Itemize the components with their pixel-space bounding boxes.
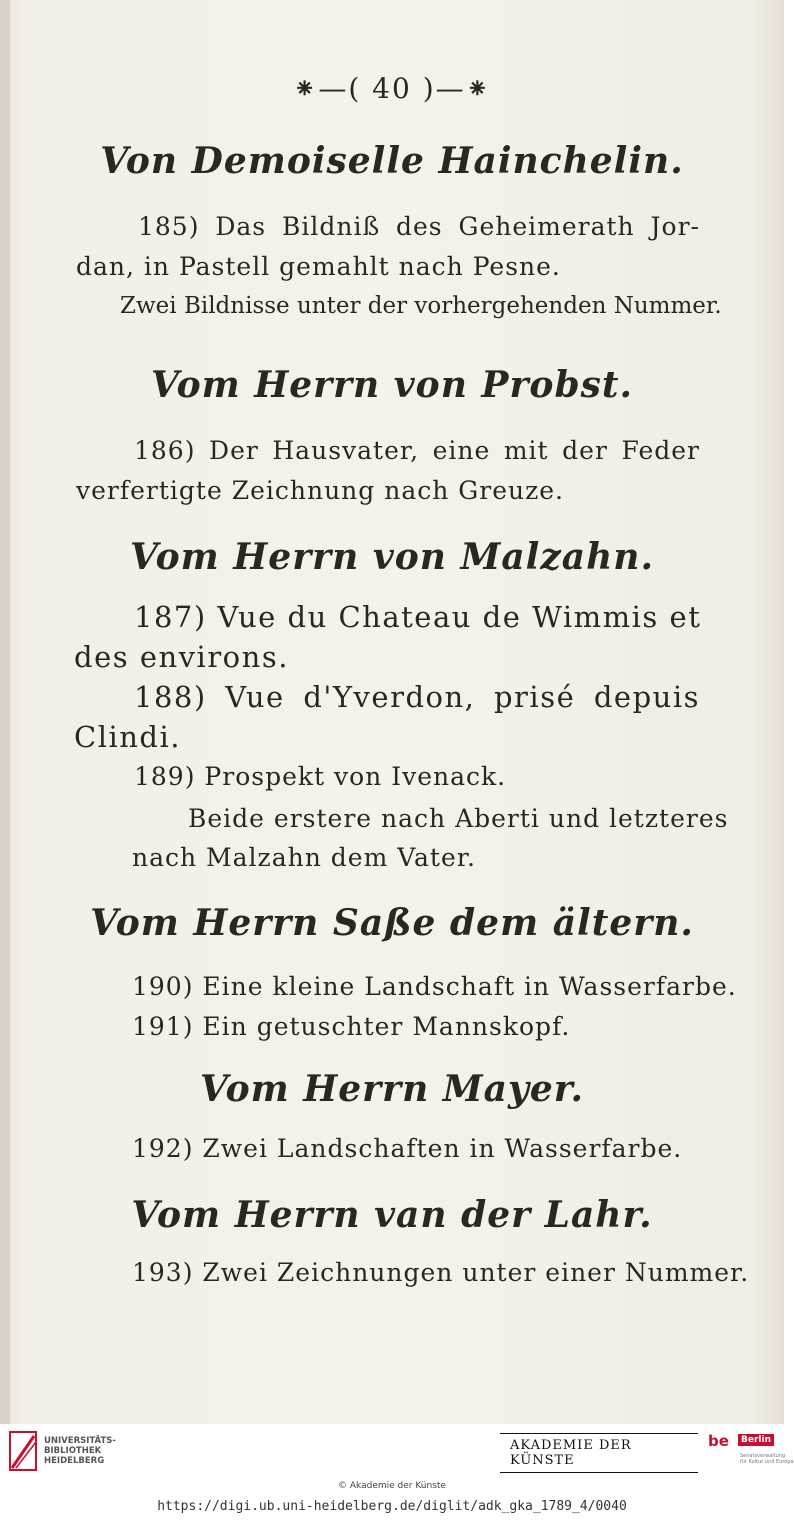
university-library-logo-text: UNIVERSITÄTS- BIBLIOTHEK HEIDELBERG bbox=[44, 1436, 116, 1466]
text-line: 187) Vue du Chateau de Wimmis et bbox=[134, 600, 702, 634]
university-library-logo-icon bbox=[8, 1430, 40, 1474]
be-berlin-label: Berlin bbox=[738, 1434, 774, 1446]
section-heading: Von Demoiselle Hainchelin. bbox=[100, 140, 684, 182]
text-line: 192) Zwei Landschaften in Wasserfarbe. bbox=[132, 1134, 683, 1163]
text-line: dan, in Pastell gemahlt nach Pesne. bbox=[76, 252, 561, 281]
akademie-der-kuenste-logo[interactable] bbox=[500, 1433, 698, 1473]
text-line: Beide erstere nach Aberti und letzteres bbox=[188, 804, 729, 833]
text-line: 188) Vue d'Yverdon, prisé depuis bbox=[134, 680, 700, 714]
akademie-logo-text: AKADEMIE DER KÜNSTE bbox=[500, 1434, 698, 1472]
text-line: 185) Das Bildniß des Geheimerath Jor- bbox=[138, 212, 700, 241]
text-line: 193) Zwei Zeichnungen unter einer Nummer. bbox=[132, 1258, 750, 1287]
section-heading: Vom Herrn von Malzahn. bbox=[130, 536, 654, 578]
senate-department-label: Senatsverwaltung für Kultur und Europa bbox=[740, 1453, 794, 1465]
text-line: Zwei Bildnisse unter der vorhergehenden Nummer. bbox=[120, 293, 722, 319]
page-number: ⁕—( 40 )—⁕ bbox=[292, 72, 492, 105]
text-line: 190) Eine kleine Landschaft in Wasserfarbe. bbox=[132, 972, 737, 1001]
be-berlin-logo-icon: be bbox=[708, 1432, 729, 1450]
text-line: des environs. bbox=[74, 640, 289, 674]
text-line: 189) Prospekt von Ivenack. bbox=[134, 762, 507, 791]
text-line: 191) Ein getuschter Mannskopf. bbox=[132, 1012, 571, 1041]
section-heading: Vom Herrn van der Lahr. bbox=[131, 1194, 653, 1236]
text-line: 186) Der Hausvater, eine mit der Feder bbox=[134, 436, 700, 465]
copyright-notice: © Akademie der Künste bbox=[338, 1481, 446, 1491]
permalink-url[interactable]: https://digi.ub.uni-heidelberg.de/diglit/adk_gka_1789_4/0040 bbox=[157, 1499, 627, 1514]
text-line: nach Malzahn dem Vater. bbox=[132, 843, 476, 872]
section-heading: Vom Herrn von Probst. bbox=[150, 364, 634, 406]
text-line: Clindi. bbox=[74, 720, 181, 754]
section-heading: Vom Herrn Mayer. bbox=[199, 1068, 584, 1110]
section-heading: Vom Herrn Saße dem ältern. bbox=[90, 902, 694, 944]
text-line: verfertigte Zeichnung nach Greuze. bbox=[76, 476, 565, 505]
